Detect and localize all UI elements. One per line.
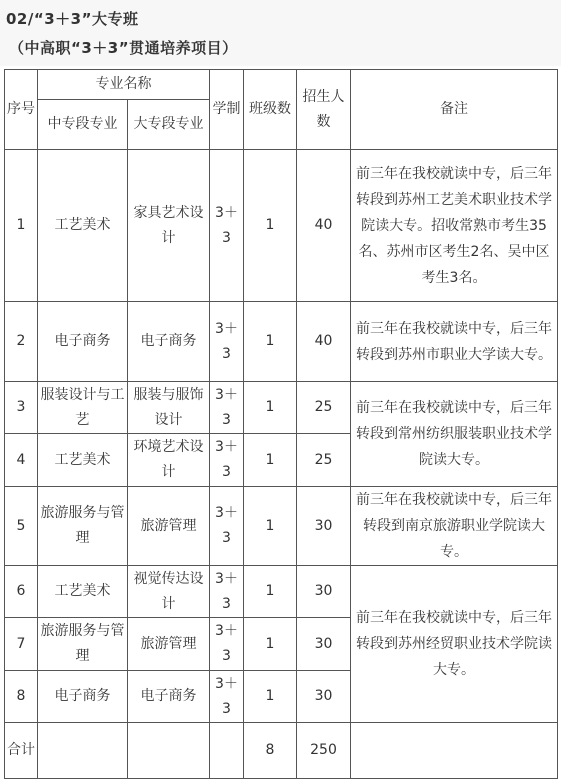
row-college-major: 电子商务 bbox=[128, 302, 210, 382]
row-duration: 3＋3 bbox=[210, 487, 244, 566]
row-enrollment: 40 bbox=[297, 302, 351, 382]
row-secondary-major: 旅游服务与管理 bbox=[38, 618, 128, 671]
row-enrollment: 30 bbox=[297, 566, 351, 618]
table-row bbox=[5, 487, 558, 566]
header-major-name: 专业名称 bbox=[38, 70, 210, 100]
row-seq: 1 bbox=[5, 150, 38, 302]
row-enrollment: 30 bbox=[297, 487, 351, 566]
row-enrollment: 40 bbox=[297, 150, 351, 302]
total-enrollment: 250 bbox=[297, 723, 351, 779]
row-college-major: 家具艺术设计 bbox=[128, 150, 210, 302]
row-classes: 1 bbox=[244, 434, 297, 487]
header-college-major: 大专段专业 bbox=[128, 100, 210, 150]
row-secondary-major: 服装设计与工艺 bbox=[38, 382, 128, 434]
total-duration-empty bbox=[210, 723, 244, 779]
row-enrollment: 30 bbox=[297, 671, 351, 723]
row-college-major: 电子商务 bbox=[128, 671, 210, 723]
row-college-major: 环境艺术设计 bbox=[128, 434, 210, 487]
header-remarks: 备注 bbox=[351, 70, 558, 150]
total-secondary-empty bbox=[38, 723, 128, 779]
row-seq: 2 bbox=[5, 302, 38, 382]
table-row bbox=[5, 566, 558, 618]
row-classes: 1 bbox=[244, 150, 297, 302]
row-remarks: 前三年在我校就读中专，后三年转段到苏州经贸职业技术学院读大专。 bbox=[351, 566, 558, 723]
row-secondary-major: 工艺美术 bbox=[38, 566, 128, 618]
row-secondary-major: 旅游服务与管理 bbox=[38, 487, 128, 566]
table-row bbox=[5, 302, 558, 382]
row-college-major: 视觉传达设计 bbox=[128, 566, 210, 618]
row-seq: 4 bbox=[5, 434, 38, 487]
row-duration: 3＋3 bbox=[210, 382, 244, 434]
row-college-major: 服装与服饰设计 bbox=[128, 382, 210, 434]
row-classes: 1 bbox=[244, 566, 297, 618]
section-title: 02/“3＋3”大专班 bbox=[6, 10, 139, 28]
row-remarks: 前三年在我校就读中专，后三年转段到苏州市职业大学读大专。 bbox=[351, 302, 558, 382]
row-seq: 7 bbox=[5, 618, 38, 671]
row-classes: 1 bbox=[244, 618, 297, 671]
section-header bbox=[0, 0, 561, 66]
row-college-major: 旅游管理 bbox=[128, 487, 210, 566]
total-label: 合计 bbox=[5, 723, 38, 779]
row-enrollment: 25 bbox=[297, 382, 351, 434]
table-row bbox=[5, 150, 558, 302]
row-seq: 6 bbox=[5, 566, 38, 618]
header-classes: 班级数 bbox=[244, 70, 297, 150]
row-secondary-major: 工艺美术 bbox=[38, 434, 128, 487]
enrollment-table bbox=[4, 69, 558, 779]
header-seq: 序号 bbox=[5, 70, 38, 150]
header-row bbox=[5, 70, 558, 100]
row-classes: 1 bbox=[244, 487, 297, 566]
row-seq: 3 bbox=[5, 382, 38, 434]
row-enrollment: 30 bbox=[297, 618, 351, 671]
row-duration: 3＋3 bbox=[210, 434, 244, 487]
row-remarks: 前三年在我校就读中专，后三年转段到常州纺织服装职业技术学院读大专。 bbox=[351, 382, 558, 487]
table-row bbox=[5, 382, 558, 434]
row-duration: 3＋3 bbox=[210, 671, 244, 723]
row-enrollment: 25 bbox=[297, 434, 351, 487]
row-duration: 3＋3 bbox=[210, 302, 244, 382]
row-classes: 1 bbox=[244, 671, 297, 723]
row-seq: 8 bbox=[5, 671, 38, 723]
total-row bbox=[5, 723, 558, 779]
row-secondary-major: 电子商务 bbox=[38, 671, 128, 723]
total-classes: 8 bbox=[244, 723, 297, 779]
row-duration: 3＋3 bbox=[210, 566, 244, 618]
row-classes: 1 bbox=[244, 302, 297, 382]
row-duration: 3＋3 bbox=[210, 618, 244, 671]
total-college-empty bbox=[128, 723, 210, 779]
row-secondary-major: 工艺美术 bbox=[38, 150, 128, 302]
row-classes: 1 bbox=[244, 382, 297, 434]
row-remarks: 前三年在我校就读中专，后三年转段到南京旅游职业学院读大专。 bbox=[351, 487, 558, 566]
row-secondary-major: 电子商务 bbox=[38, 302, 128, 382]
header-secondary-major: 中专段专业 bbox=[38, 100, 128, 150]
row-remarks: 前三年在我校就读中专，后三年转段到苏州工艺美术职业技术学院读大专。招收常熟市考生35名、苏州市区考生2名、吴中区考生3名。 bbox=[351, 150, 558, 302]
row-seq: 5 bbox=[5, 487, 38, 566]
row-college-major: 旅游管理 bbox=[128, 618, 210, 671]
section-subtitle: （中高职“3＋3”贯通培养项目） bbox=[9, 39, 238, 57]
header-duration: 学制 bbox=[210, 70, 244, 150]
total-remarks-empty bbox=[351, 723, 558, 779]
row-duration: 3＋3 bbox=[210, 150, 244, 302]
header-enrollment: 招生人数 bbox=[297, 70, 351, 150]
